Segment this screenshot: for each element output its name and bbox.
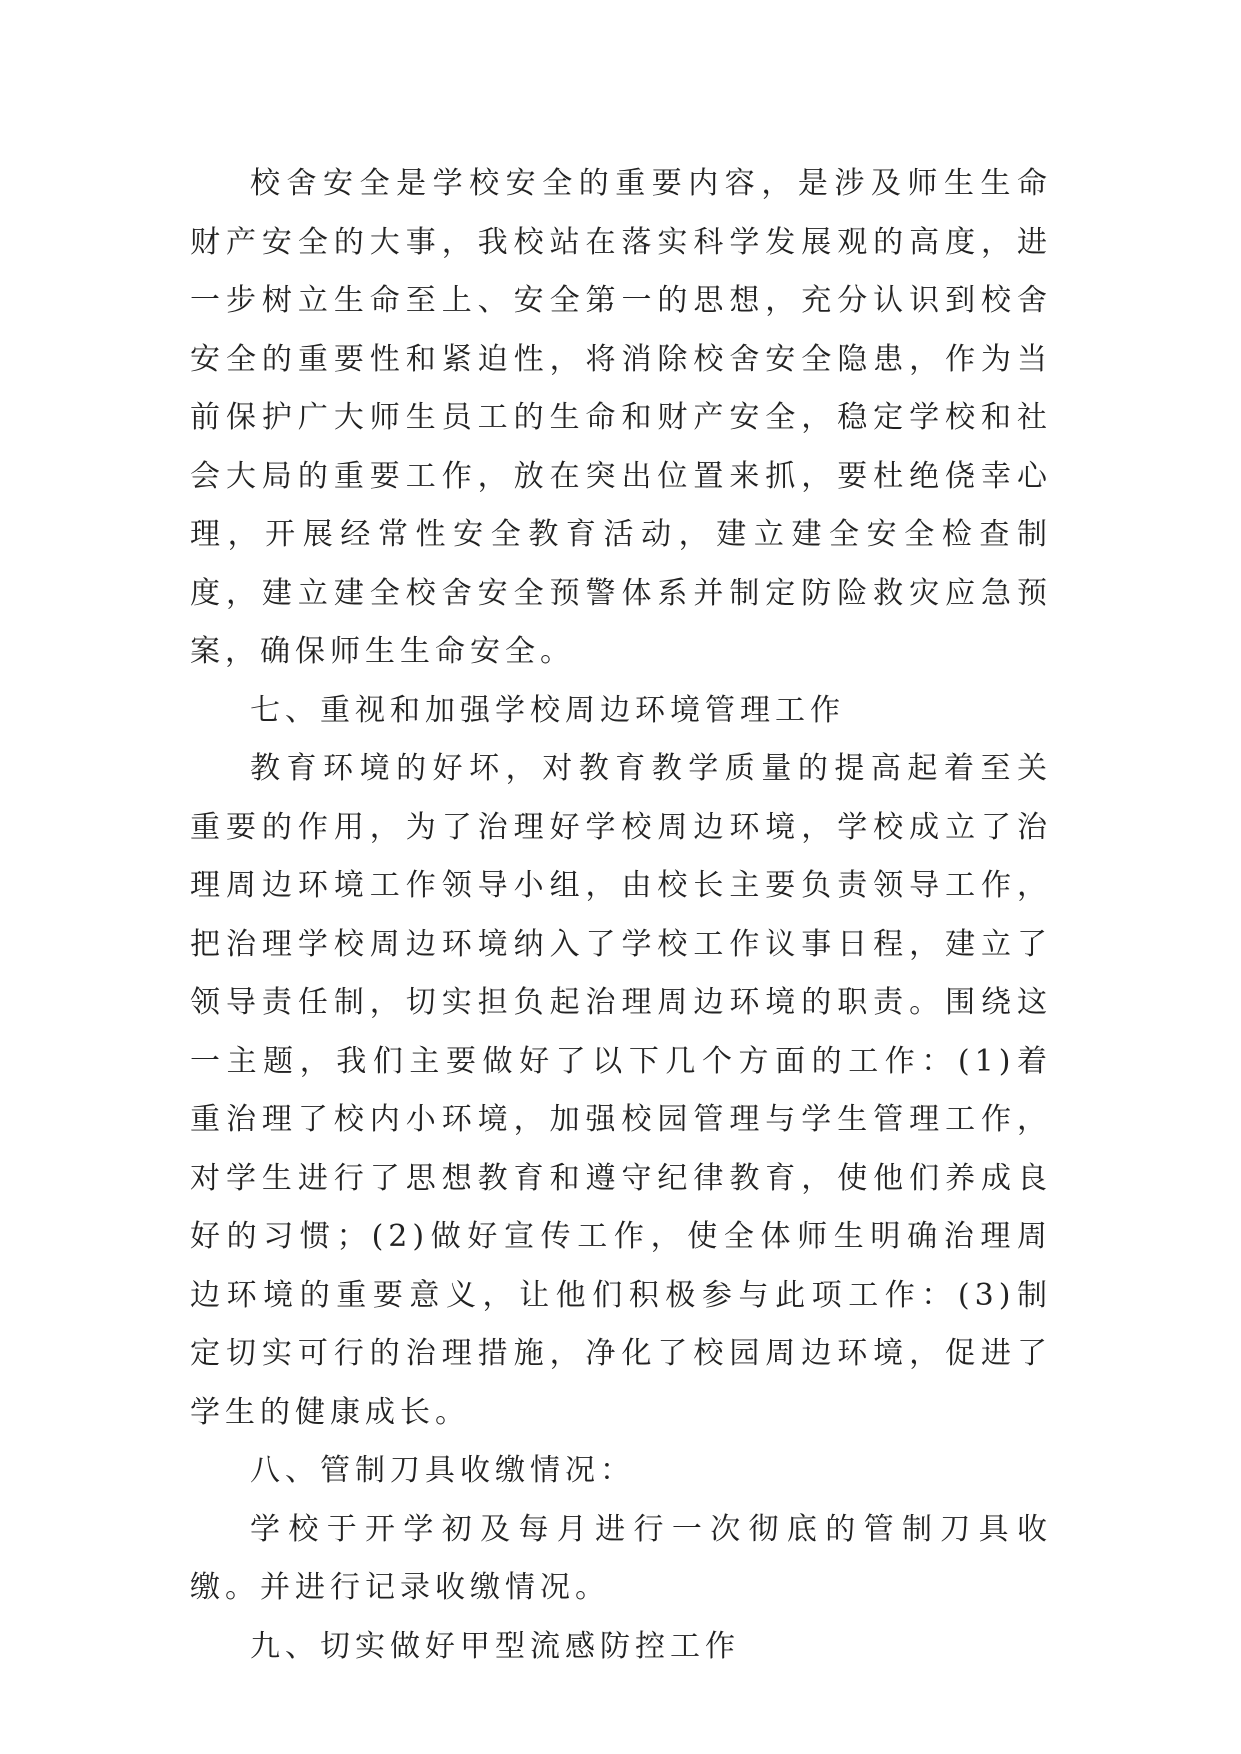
document-body [190, 155, 1052, 1676]
section-heading-nine: 九、切实做好甲型流感防控工作 [250, 1628, 740, 1664]
section-heading-eight: 八、管制刀具收缴情况： [250, 1453, 635, 1488]
paragraph-surrounding-environment: 教育环境的好坏，对教育教学质量的提高起着至关重要的作用，为了治理好学校周边环境，学校成立了治理周边环境工作领导小组，由校长主要负责领导工作，把治理学校周边环境纳入了学校工作议事日程，建立了领导责任制，切实担负起治理周边环境的职责。围绕这一主题，我们主要做好了以下几个方面的工作：(1)着重治理了校内小环境，加强校园管理与学生管理工作，对学生进行了思想教育和遵守纪律教育，使他们养成良好的习惯；(2)做好宣传工作，使全体师生明确治理周边环境的重要意义，让他们积极参与此项工作：(3)制定切实可行的治理措施，净化了校园周边环境，促进了学生的健康成长。 [190, 751, 1052, 1430]
section-heading-seven: 七、重视和加强学校周边环境管理工作 [250, 692, 845, 728]
paragraph-school-building-safety: 校舍安全是学校安全的重要内容，是涉及师生生命财产安全的大事，我校站在落实科学发展观的高度，进一步树立生命至上、安全第一的思想，充分认识到校舍安全的重要性和紧迫性，将消除校舍安全隐患，作为当前保护广大师生员工的生命和财产安全，稳定学校和社会大局的重要工作，放在突出位置来抓，要杜绝侥幸心理，开展经常性安全教育活动，建立建全安全检查制度，建立建全校舍安全预警体系并制定防险救灾应急预案，确保师生生命安全。 [190, 166, 1052, 669]
paragraph-knife-collection: 学校于开学初及每月进行一次彻底的管制刀具收缴。并进行记录收缴情况。 [190, 1511, 1052, 1605]
